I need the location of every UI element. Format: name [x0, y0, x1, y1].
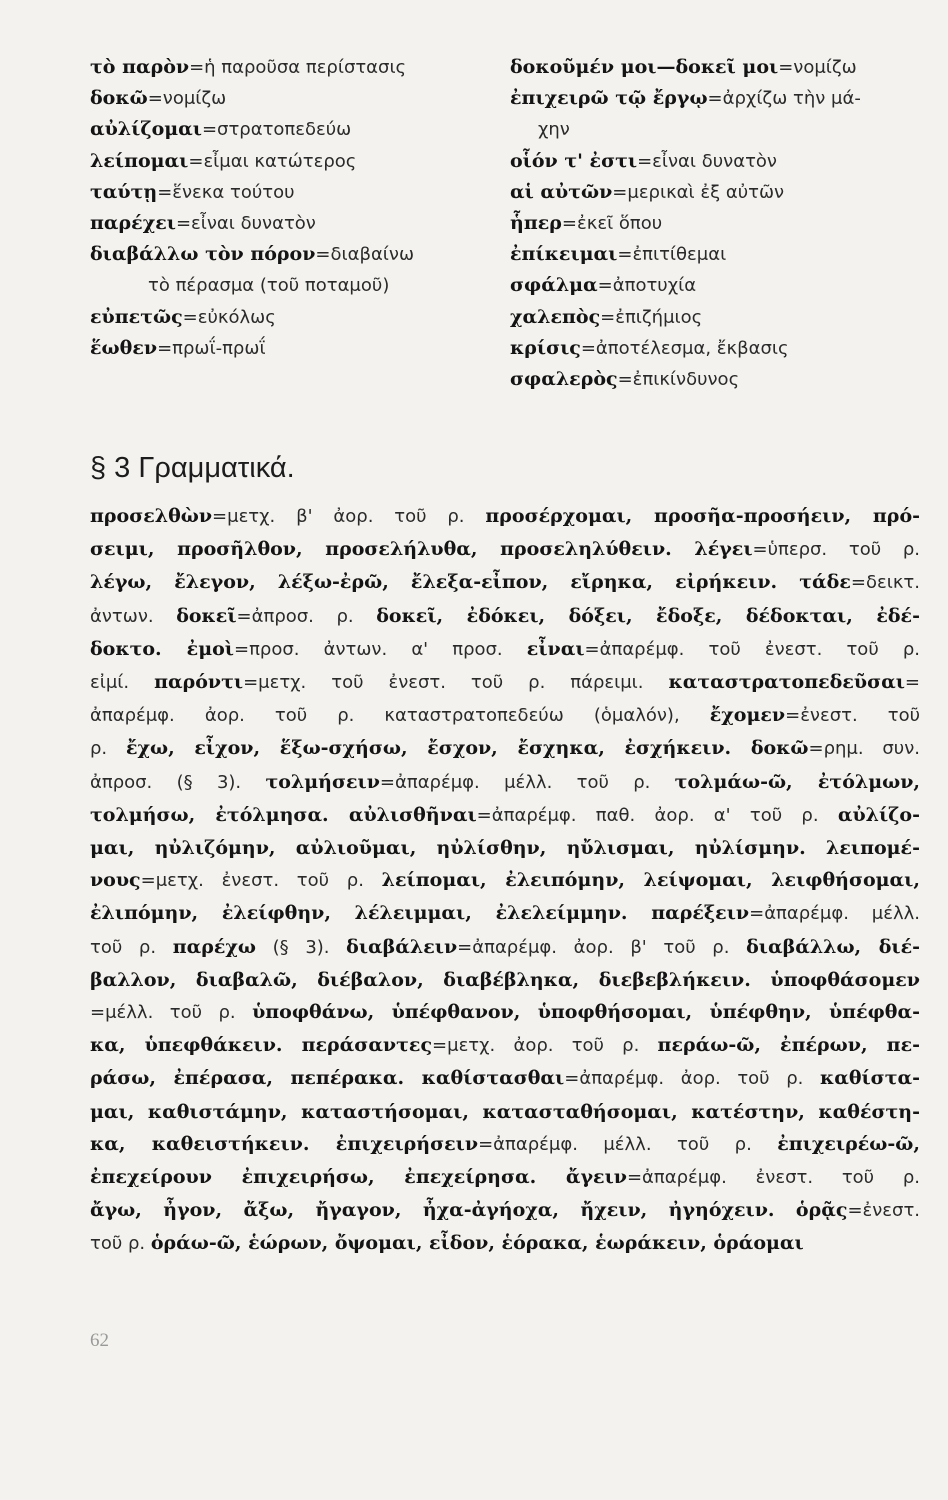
vocab-definition: =ἐκεῖ ὅπου: [561, 213, 663, 235]
vocab-entry: [510, 270, 930, 301]
grammar-annotation: =ἀπαρέμφ. τοῦ ἐνεστ. τοῦ ρ.: [584, 638, 920, 660]
vocab-definition: =εἶμαι κατώτερος: [188, 150, 357, 172]
grammar-annotation: (§ 3).: [256, 936, 347, 958]
grammar-annotation: =μετχ. ἐνεστ. τοῦ ρ.: [140, 870, 382, 892]
grammar-annotation: =ρημ. συν.: [808, 738, 920, 760]
vocab-definition: =μερικαὶ ἐξ αὐτῶν: [612, 181, 785, 203]
grammar-line: [90, 566, 920, 599]
grammar-bold-term: προσέρχομαι, προσῆα-προσήειν, πρό-: [485, 505, 920, 527]
grammar-bold-term: νους: [90, 869, 141, 892]
vocabulary-left-column: [90, 52, 510, 364]
vocab-definition: τὸ πέρασμα (τοῦ ποταμοῦ): [148, 275, 390, 297]
vocab-entry: [90, 146, 510, 177]
grammar-annotation: =προσ. ἀντων. α' προσ.: [234, 638, 527, 660]
grammar-annotation: =δεικτ.: [850, 572, 920, 594]
grammar-annotation: εἰμί.: [90, 672, 155, 694]
vocab-entry: [90, 333, 510, 364]
grammar-line: [90, 832, 920, 864]
vocab-term: διαβάλλω τὸν πόρον: [90, 243, 316, 266]
vocab-term: ἐπιχειρῶ τῷ ἔργῳ: [510, 87, 708, 110]
grammar-annotation: =ἀπροσ. ρ.: [236, 605, 377, 627]
grammar-line: [90, 864, 920, 897]
grammar-line: [90, 799, 920, 832]
grammar-bold-term: ράσω, ἐπέρασα, πεπέρακα. καθίστασθαι: [90, 1067, 565, 1090]
vocab-term: παρέχει: [90, 212, 176, 235]
grammar-annotation: ρ.: [90, 738, 126, 760]
vocab-entry: [510, 146, 930, 177]
grammar-bold-term: κα, ὑπεφθάκειν. περάσαντες: [90, 1034, 433, 1057]
vocab-term: εὐπετῶς: [90, 305, 183, 328]
vocab-definition: =πρωΐ-πρωΐ: [157, 337, 266, 359]
grammar-annotation: =ἀπαρέμφ. μέλλ. τοῦ ρ.: [478, 1133, 778, 1155]
grammar-annotation: =ἐνεστ. τοῦ: [785, 705, 920, 727]
grammar-annotation: =ἀπαρέμφ. παθ. ἀορ. α' τοῦ ρ.: [476, 804, 838, 826]
grammar-annotation: =μετχ. τοῦ ἐνεστ. τοῦ ρ. πάρειμι.: [243, 672, 669, 694]
grammar-line: [90, 600, 920, 633]
vocab-definition: =ἀποτυχία: [597, 275, 697, 297]
vocab-definition: =ἀποτέλεσμα, ἔκβασις: [580, 337, 789, 359]
grammar-line: [90, 1128, 920, 1161]
grammar-annotation: τοῦ ρ.: [90, 1233, 151, 1255]
vocab-term: δοκοῦμέν μοι—δοκεῖ μοι: [510, 56, 779, 78]
grammar-line: [90, 500, 920, 533]
grammar-bold-term: διαβάλλω, διέ-: [746, 935, 921, 958]
grammar-bold-term: τολμάω-ῶ, ἐτόλμων,: [674, 770, 921, 793]
grammar-annotation: =ἀπαρέμφ. μέλλ. τοῦ ρ.: [379, 771, 675, 793]
vocab-definition: =εἶναι δυνατὸν: [637, 150, 777, 172]
vocab-definition: =ἐπιτίθεμαι: [617, 244, 727, 266]
grammar-annotation: ἀπαρέμφ. ἀορ. τοῦ ρ. καταστρατοπεδεύω (ὁμαλόν),: [90, 705, 710, 727]
grammar-bold-term: προσελθὼν: [90, 505, 213, 527]
vocab-term: ἐπίκειμαι: [510, 243, 618, 266]
grammar-bold-term: καθίστα-: [819, 1067, 920, 1090]
grammar-bold-term: δοκεῖ: [176, 604, 237, 627]
grammar-bold-term: λέγω, ἔλεγον, λέξω-ἐρῶ, ἔλεξα-εἶπον, εἴρηκα, εἰρήκειν. τάδε: [90, 571, 851, 594]
vocab-entry: [90, 177, 510, 208]
grammar-bold-term: μαι, καθιστάμην, καταστήσομαι, κατασταθήσομαι, κατέστην, καθέστη-: [90, 1100, 920, 1123]
grammar-bold-term: περάω-ῶ, ἐπέρων, πε-: [657, 1034, 921, 1057]
vocab-term: τὸ παρὸν: [90, 56, 190, 78]
grammar-annotation: =μετχ. ἀορ. τοῦ ρ.: [432, 1035, 658, 1057]
grammar-line: [90, 766, 920, 799]
grammar-annotation: =: [904, 672, 921, 694]
vocab-entry: [510, 239, 930, 270]
vocab-entry: [90, 83, 510, 114]
vocab-term: αἱ αὐτῶν: [510, 180, 613, 203]
vocab-term: ἧπερ: [510, 212, 562, 235]
grammar-annotation: =ἀπαρέμφ. ἐνεστ. τοῦ ρ.: [626, 1167, 920, 1189]
vocab-term: δοκῶ: [90, 87, 148, 110]
grammar-bold-term: καταστρατοπεδεῦσαι: [668, 671, 905, 694]
grammar-line: [90, 1161, 920, 1194]
grammar-annotation: τοῦ ρ.: [90, 936, 173, 958]
grammar-line: [90, 1194, 920, 1227]
grammar-line: [90, 1227, 920, 1260]
grammar-bold-term: παρέχω: [172, 935, 257, 958]
grammar-bold-term: ὁράω-ῶ, ἑώρων, ὄψομαι, εἶδον, ἑόρακα, ἑωράκειν, ὁράομαι: [150, 1232, 804, 1255]
vocab-entry: [510, 177, 930, 208]
grammar-paragraph: [90, 500, 920, 1261]
grammar-line: [90, 964, 920, 996]
grammar-bold-term: δοκεῖ, ἐδόκει, δόξει, ἔδοξε, δέδοκται, ἐδέ-: [376, 604, 920, 627]
grammar-bold-term: ἐπεχείρουν ἐπιχειρήσω, ἐπεχείρησα. ἄγειν: [90, 1166, 627, 1189]
vocab-term: κρίσις: [510, 336, 581, 359]
grammar-line: [90, 897, 920, 930]
grammar-line: [90, 996, 920, 1029]
vocab-definition: =νομίζω: [778, 57, 857, 78]
grammar-bold-term: διαβάλειν: [346, 935, 458, 958]
grammar-bold-term: δοκτο. ἐμοὶ: [90, 637, 234, 660]
vocab-definition: =ἕνεκα τούτου: [157, 181, 295, 203]
grammar-annotation: =ἐνεστ.: [847, 1200, 920, 1222]
vocab-term: σφάλμα: [510, 274, 598, 297]
vocab-term: αὐλίζομαι: [90, 118, 202, 141]
vocab-entry: [510, 83, 930, 114]
vocab-definition: =στρατοπεδεύω: [201, 119, 352, 141]
grammar-annotation: =μέλλ. τοῦ ρ.: [90, 1002, 253, 1024]
grammar-line: [90, 1096, 920, 1128]
vocab-entry: [90, 270, 510, 301]
vocab-entry: [510, 52, 930, 83]
vocab-definition: =ἐπικίνδυνος: [617, 369, 740, 391]
vocab-definition: =ἐπιζήμιος: [600, 306, 703, 328]
grammar-annotation: =ἀπαρέμφ. ἀορ. β' τοῦ ρ.: [457, 936, 747, 958]
vocab-definition: =ἀρχίζω τὴν μά-: [707, 88, 861, 110]
vocab-term: σφαλερὸς: [510, 368, 618, 391]
vocab-entry: [510, 333, 930, 364]
grammar-line: [90, 699, 920, 732]
grammar-bold-term: κα, καθειστήκειν. ἐπιχειρήσειν: [90, 1132, 479, 1155]
vocab-entry: [510, 364, 930, 395]
vocab-entry: [510, 114, 930, 145]
vocab-definition: =νομίζω: [147, 88, 227, 110]
grammar-bold-term: ἔχομεν: [709, 704, 786, 727]
vocab-entry: [510, 302, 930, 333]
vocab-definition: =εἶναι δυνατὸν: [175, 213, 316, 235]
grammar-bold-term: βαλλον, διαβαλῶ, διέβαλον, διαβέβληκα, διεβεβλήκειν. ὑποφθάσομεν: [90, 968, 920, 991]
vocab-entry: [510, 208, 930, 239]
vocab-entry: [90, 52, 510, 83]
vocab-term: χαλεπὸς: [510, 305, 601, 328]
vocab-entry: [90, 114, 510, 145]
grammar-bold-term: ὑποφθάνω, ὑπέφθανον, ὑποφθήσομαι, ὑπέφθην, ὑπέφθα-: [252, 1001, 920, 1024]
grammar-bold-term: αὐλίζο-: [837, 803, 920, 826]
grammar-bold-term: μαι, ηὐλιζόμην, αὐλιοῦμαι, ηὐλίσθην, ηὔλισμαι, ηὐλίσμην. λειπομέ-: [90, 837, 920, 860]
vocab-entry: [90, 302, 510, 333]
grammar-annotation: =ἀπαρέμφ. ἀορ. τοῦ ρ.: [564, 1068, 820, 1090]
grammar-line: [90, 533, 920, 566]
grammar-annotation: ἀντων.: [90, 605, 177, 627]
grammar-bold-term: ἔχω, εἶχον, ἕξω-σχήσω, ἔσχον, ἔσχηκα, ἐσχήκειν. δοκῶ: [125, 737, 809, 760]
grammar-line: [90, 633, 920, 666]
grammar-annotation: =ὑπερσ. τοῦ ρ.: [752, 539, 920, 561]
grammar-bold-term: σειμι, προσῆλθον, προσελήλυθα, προσεληλύθειν. λέγει: [90, 538, 753, 561]
vocab-term: οἷόν τ' ἐστι: [510, 149, 638, 172]
vocab-term: ταύτῃ: [90, 180, 158, 203]
page-number: 62: [90, 1330, 109, 1351]
vocabulary-right-column: [510, 52, 930, 395]
grammar-annotation: ἀπροσ. (§ 3).: [90, 771, 266, 793]
vocab-definition: =διαβαίνω: [315, 244, 415, 266]
grammar-line: [90, 931, 920, 964]
grammar-bold-term: τολμήσω, ἐτόλμησα. αὐλισθῆναι: [90, 803, 477, 826]
vocab-entry: [90, 208, 510, 239]
grammar-bold-term: ἐλιπόμην, ἐλείφθην, λέλειμμαι, ἐλελείμμην. παρέξειν: [90, 902, 750, 925]
grammar-bold-term: εἶναι: [526, 637, 585, 660]
grammar-line: [90, 666, 920, 699]
vocab-term: λείπομαι: [90, 149, 189, 172]
grammar-bold-term: τολμήσειν: [265, 770, 380, 793]
grammar-line: [90, 732, 920, 765]
grammar-annotation: =μετχ. β' ἀορ. τοῦ ρ.: [212, 506, 486, 527]
vocab-entry: [90, 239, 510, 270]
grammar-bold-term: παρόντι: [154, 671, 244, 694]
vocab-definition: χην: [538, 119, 570, 141]
grammar-line: [90, 1062, 920, 1095]
section-heading: § 3 Γραμματικά.: [90, 452, 295, 484]
grammar-line: [90, 1029, 920, 1062]
grammar-annotation: =ἀπαρέμφ. μέλλ.: [749, 903, 920, 925]
grammar-bold-term: ἄγω, ἦγον, ἄξω, ἤγαγον, ἦχα-ἀγήοχα, ἤχειν, ἠγηόχειν. ὁρᾷς: [90, 1199, 848, 1222]
vocab-definition: =ἡ παροῦσα περίστασις: [189, 57, 407, 78]
grammar-bold-term: λείπομαι, ἐλειπόμην, λείψομαι, λειφθήσομαι,: [381, 869, 920, 892]
grammar-bold-term: ἐπιχειρέω-ῶ,: [777, 1132, 920, 1155]
vocab-term: ἕωθεν: [90, 336, 158, 359]
vocab-definition: =εὐκόλως: [182, 306, 276, 328]
